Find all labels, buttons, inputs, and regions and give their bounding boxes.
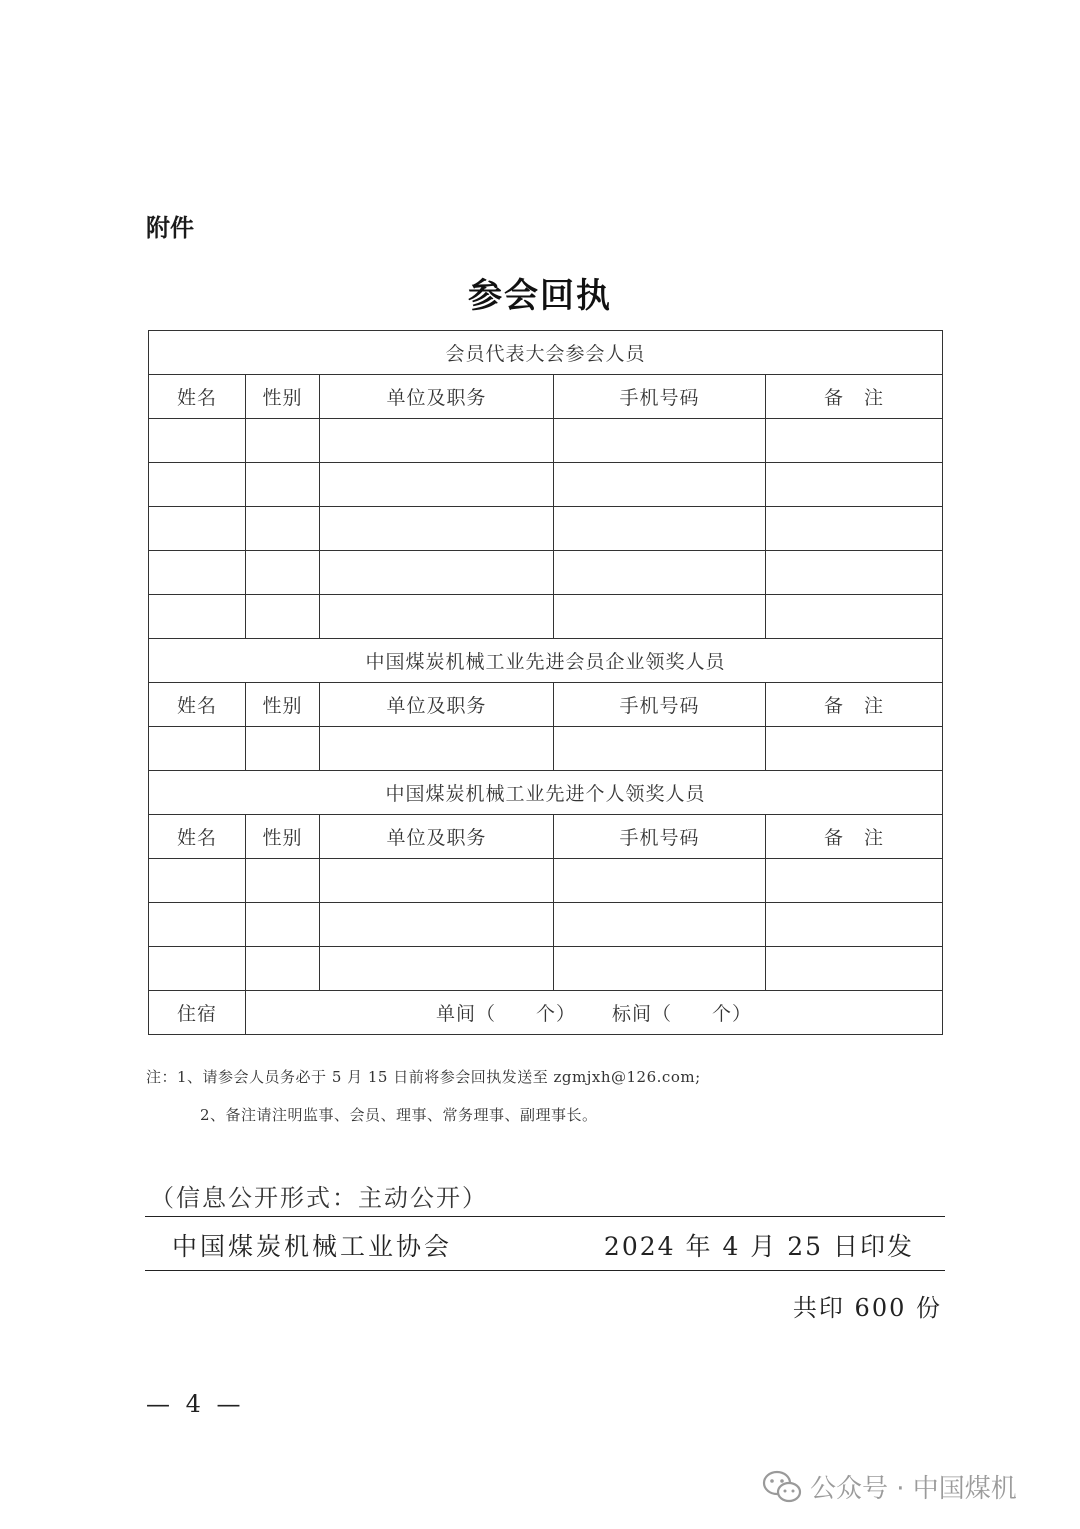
disclosure-form: （信息公开形式：主动公开） xyxy=(150,1184,488,1212)
lodging-label: 住宿 xyxy=(149,991,246,1035)
print-copies: 共印 600 份 xyxy=(792,1294,942,1322)
column-header: 性别 xyxy=(246,683,320,727)
blank-entry-cell[interactable] xyxy=(554,947,766,991)
blank-entry-cell[interactable] xyxy=(320,947,554,991)
header-row xyxy=(149,375,943,419)
blank-entry-cell[interactable] xyxy=(246,507,320,551)
column-header: 备 注 xyxy=(766,683,943,727)
blank-entry-cell[interactable] xyxy=(320,507,554,551)
blank-entry-cell[interactable] xyxy=(149,595,246,639)
column-header: 手机号码 xyxy=(554,683,766,727)
blank-entry-cell[interactable] xyxy=(554,507,766,551)
blank-entry-row xyxy=(149,507,943,551)
column-header: 单位及职务 xyxy=(320,683,554,727)
blank-entry-cell[interactable] xyxy=(149,463,246,507)
blank-entry-cell[interactable] xyxy=(149,507,246,551)
column-header: 姓名 xyxy=(149,815,246,859)
blank-entry-cell[interactable] xyxy=(246,727,320,771)
blank-entry-cell[interactable] xyxy=(246,595,320,639)
blank-entry-cell[interactable] xyxy=(766,859,943,903)
blank-entry-cell[interactable] xyxy=(766,463,943,507)
header-row xyxy=(149,683,943,727)
watermark xyxy=(762,1468,1017,1505)
blank-entry-cell[interactable] xyxy=(766,903,943,947)
lodging-options xyxy=(246,991,943,1035)
column-header: 性别 xyxy=(246,815,320,859)
blank-entry-row xyxy=(149,419,943,463)
section-title-row xyxy=(149,639,943,683)
blank-entry-cell[interactable] xyxy=(246,419,320,463)
document-title: 参会回执 xyxy=(468,276,612,316)
column-header: 手机号码 xyxy=(554,375,766,419)
blank-entry-row xyxy=(149,859,943,903)
blank-entry-cell[interactable] xyxy=(246,947,320,991)
blank-entry-cell[interactable] xyxy=(766,947,943,991)
blank-entry-cell[interactable] xyxy=(246,463,320,507)
blank-entry-row xyxy=(149,551,943,595)
column-header: 姓名 xyxy=(149,683,246,727)
blank-entry-cell[interactable] xyxy=(149,947,246,991)
blank-entry-cell[interactable] xyxy=(554,419,766,463)
blank-entry-cell[interactable] xyxy=(766,727,943,771)
blank-entry-row xyxy=(149,727,943,771)
blank-entry-cell[interactable] xyxy=(320,727,554,771)
blank-entry-cell[interactable] xyxy=(766,419,943,463)
blank-entry-cell[interactable] xyxy=(554,551,766,595)
blank-entry-cell[interactable] xyxy=(766,595,943,639)
note-1: 注：1、请参会人员务必于 5 月 15 日前将参会回执发送至 zgmjxh@126.com; xyxy=(146,1068,701,1086)
blank-entry-cell[interactable] xyxy=(246,903,320,947)
blank-entry-cell[interactable] xyxy=(149,551,246,595)
column-header: 姓名 xyxy=(149,375,246,419)
attachment-label: 附件 xyxy=(146,214,194,242)
blank-entry-row xyxy=(149,595,943,639)
blank-entry-cell[interactable] xyxy=(554,903,766,947)
wechat-icon xyxy=(762,1470,802,1504)
blank-entry-cell[interactable] xyxy=(246,551,320,595)
blank-entry-cell[interactable] xyxy=(554,595,766,639)
blank-entry-cell[interactable] xyxy=(554,859,766,903)
blank-entry-cell[interactable] xyxy=(149,419,246,463)
lodging-standard-room[interactable]: 标间（ 个） xyxy=(612,1003,753,1025)
blank-entry-row xyxy=(149,903,943,947)
blank-entry-cell[interactable] xyxy=(320,463,554,507)
section-title-row xyxy=(149,771,943,815)
blank-entry-cell[interactable] xyxy=(554,727,766,771)
blank-entry-cell[interactable] xyxy=(320,595,554,639)
section-title-row xyxy=(149,331,943,375)
section-title: 会员代表大会参会人员 xyxy=(149,331,943,375)
column-header: 性别 xyxy=(246,375,320,419)
blank-entry-cell[interactable] xyxy=(246,859,320,903)
blank-entry-cell[interactable] xyxy=(766,551,943,595)
issue-date: 2024 年 4 月 25 日印发 xyxy=(603,1232,914,1261)
divider-bottom xyxy=(145,1270,945,1271)
lodging-row xyxy=(149,991,943,1035)
blank-entry-cell[interactable] xyxy=(320,903,554,947)
issuer-name: 中国煤炭机械工业协会 xyxy=(172,1232,453,1261)
blank-entry-cell[interactable] xyxy=(149,903,246,947)
column-header: 备 注 xyxy=(766,375,943,419)
receipt-form-table xyxy=(148,330,943,1035)
note-2: 2、备注请注明监事、会员、理事、常务理事、副理事长。 xyxy=(200,1106,598,1124)
section-title: 中国煤炭机械工业先进个人领奖人员 xyxy=(149,771,943,815)
blank-entry-row xyxy=(149,947,943,991)
column-header: 手机号码 xyxy=(554,815,766,859)
blank-entry-cell[interactable] xyxy=(149,727,246,771)
blank-entry-row xyxy=(149,463,943,507)
column-header: 单位及职务 xyxy=(320,375,554,419)
watermark-text: 公众号 · 中国煤机 xyxy=(810,1474,1017,1504)
blank-entry-cell[interactable] xyxy=(766,507,943,551)
page-number: — 4 — xyxy=(146,1390,245,1418)
blank-entry-cell[interactable] xyxy=(320,859,554,903)
section-title: 中国煤炭机械工业先进会员企业领奖人员 xyxy=(149,639,943,683)
blank-entry-cell[interactable] xyxy=(320,419,554,463)
blank-entry-cell[interactable] xyxy=(149,859,246,903)
blank-entry-cell[interactable] xyxy=(554,463,766,507)
blank-entry-cell[interactable] xyxy=(320,551,554,595)
column-header: 备 注 xyxy=(766,815,943,859)
lodging-single-room[interactable]: 单间（ 个） xyxy=(435,1003,576,1025)
column-header: 单位及职务 xyxy=(320,815,554,859)
divider-top xyxy=(145,1216,945,1217)
header-row xyxy=(149,815,943,859)
